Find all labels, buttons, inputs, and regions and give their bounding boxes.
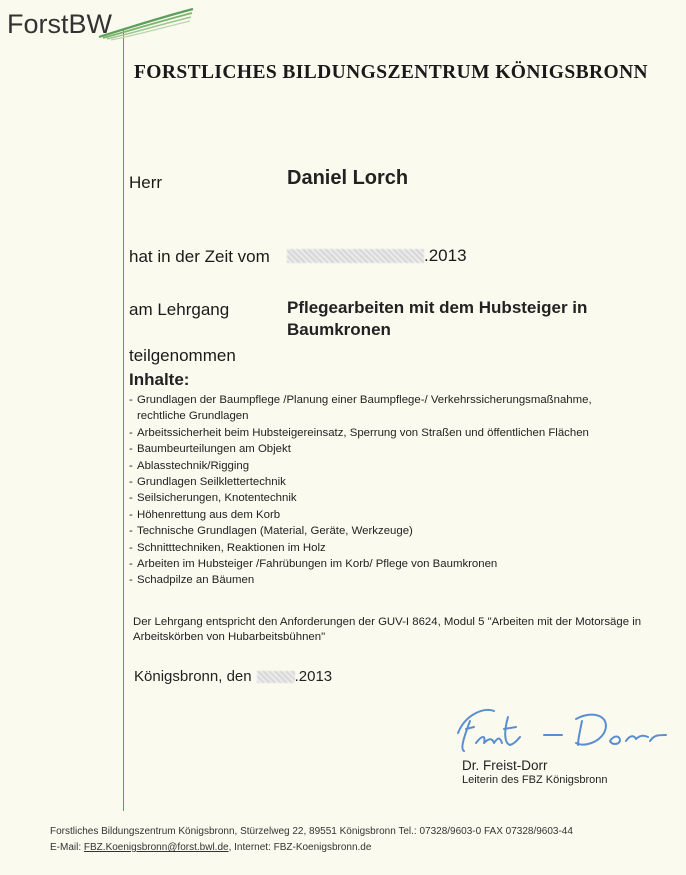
- contents-list: [127, 392, 642, 589]
- participated-text: teilgenommen: [129, 346, 236, 365]
- list-item: - Technische Grundlagen (Material, Geräte, Werkzeuge): [127, 523, 642, 539]
- place-date: [134, 668, 332, 685]
- handwritten-signature: [452, 699, 672, 761]
- list-item: - Baumbeurteilungen am Objekt: [127, 441, 642, 457]
- course-label: am Lehrgang: [129, 300, 230, 319]
- list-item: - Arbeitssicherheit beim Hubsteigereinsatz, Sperrung von Straßen und öffentlichen Flächen: [127, 425, 642, 441]
- footer-contact: [50, 842, 371, 853]
- signer-role: Leiterin des FBZ Königsbronn: [462, 774, 608, 786]
- place-date-year: .2013: [294, 668, 333, 685]
- footer-address: Forstliches Bildungszentrum Königsbronn, Stürzelweg 22, 89551 Königsbronn Tel.: 07328/9603-0 FAX 07328/9603-44: [50, 826, 573, 837]
- course-title: Pflegearbeiten mit dem Hubsteiger in Baumkronen: [287, 298, 588, 339]
- margin-divider-line: [123, 30, 124, 811]
- forstbw-logo: [7, 5, 192, 45]
- footer-email-link[interactable]: FBZ.Koenigsbronn@forst.bwl.de: [83, 842, 229, 853]
- organization-title: FORSTLICHES BILDUNGSZENTRUM KÖNIGSBRONN: [134, 62, 649, 83]
- logo-text: ForstBW: [7, 9, 112, 39]
- salutation: Herr: [129, 173, 163, 192]
- list-item: - Schadpilze an Bäumen: [127, 572, 642, 588]
- place-date-prefix: Königsbronn, den: [134, 668, 252, 685]
- footer-email-label: E-Mail:: [50, 842, 82, 853]
- recipient-name: Daniel Lorch: [287, 167, 409, 189]
- period-label: hat in der Zeit vom: [129, 247, 270, 266]
- signer-name: Dr. Freist-Dorr: [462, 758, 548, 773]
- list-item: - Schnitttechniken, Reaktionen im Holz: [127, 540, 642, 556]
- list-item: - Grundlagen der Baumpflege /Planung einer Baumpflege-/ Verkehrssicherungsmaßnahme, rechtliche Grundlagen: [127, 392, 642, 425]
- list-item: - Ablasstechnik/Rigging: [127, 458, 642, 474]
- list-item: - Arbeiten im Hubsteiger /Fahrübungen im Korb/ Pflege von Baumkronen: [127, 556, 642, 572]
- logo-swoosh-icon: [95, 7, 195, 41]
- period-value: [287, 246, 467, 266]
- compliance-statement: Der Lehrgang entspricht den Anforderungen der GUV-I 8624, Modul 5 "Arbeiten mit der Motorsäge in Arbeitskörben von Hubarbeitsbühnen": [133, 616, 642, 643]
- contents-title: Inhalte:: [129, 370, 190, 389]
- footer-internet: , Internet: FBZ-Koenigsbronn.de: [228, 842, 372, 853]
- list-item: - Seilsicherungen, Knotentechnik: [127, 490, 642, 506]
- list-item: - Höhenrettung aus dem Korb: [127, 507, 642, 523]
- redacted-date: [257, 671, 295, 683]
- redacted-dates: [287, 249, 424, 263]
- list-item: - Grundlagen Seilklettertechnik: [127, 474, 642, 490]
- period-year: .2013: [424, 246, 467, 265]
